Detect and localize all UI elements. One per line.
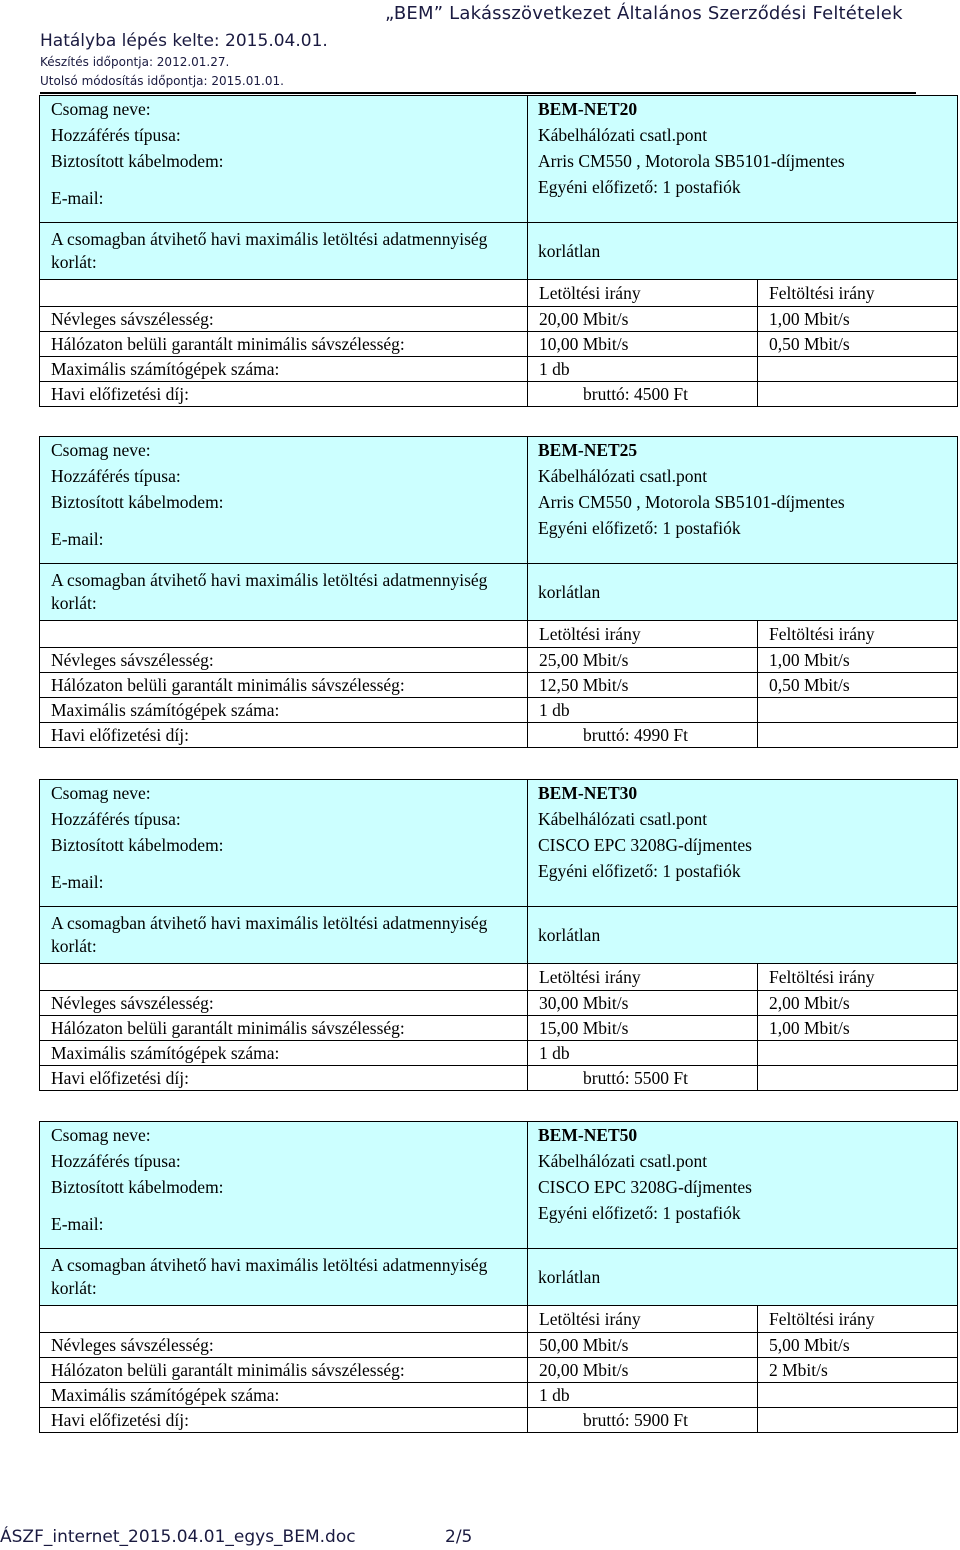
guaranteed-bandwidth-label: Hálózaton belüli garantált minimális sávszélesség:	[40, 673, 528, 698]
guaranteed-download: 20,00 Mbit/s	[528, 1358, 758, 1383]
download-direction-header: Letöltési irány	[528, 964, 758, 991]
quota-value: korlátlan	[528, 223, 958, 280]
email-value: Egyéni előfizető: 1 postafiók	[538, 518, 741, 538]
guaranteed-bandwidth-label: Hálózaton belüli garantált minimális sávszélesség:	[40, 1016, 528, 1041]
download-direction-header: Letöltési irány	[528, 621, 758, 648]
access-type: Kábelhálózati csatl.pont	[538, 125, 708, 145]
access-type-label: Hozzáférés típusa:	[51, 125, 181, 145]
package-table-bem-net20	[39, 95, 957, 407]
nominal-download: 25,00 Mbit/s	[528, 648, 758, 673]
max-computers-label: Maximális számítógépek száma:	[40, 698, 528, 723]
guaranteed-bandwidth-label: Hálózaton belüli garantált minimális sávszélesség:	[40, 332, 528, 357]
modem-value: Arris CM550 , Motorola SB5101-díjmentes	[538, 492, 845, 512]
max-computers-value: 1 db	[528, 1383, 758, 1408]
package-name: BEM-NET50	[538, 1125, 638, 1145]
modem-value: Arris CM550 , Motorola SB5101-díjmentes	[538, 151, 845, 171]
monthly-fee-value: bruttó: 4500 Ft	[528, 382, 758, 407]
monthly-fee-value: bruttó: 5500 Ft	[528, 1066, 758, 1091]
download-direction-header: Letöltési irány	[528, 1306, 758, 1333]
quota-value: korlátlan	[528, 907, 958, 964]
nominal-bandwidth-label: Névleges sávszélesség:	[40, 307, 528, 332]
package-name-label: Csomag neve:	[51, 99, 151, 119]
nominal-download: 20,00 Mbit/s	[528, 307, 758, 332]
max-computers-value: 1 db	[528, 357, 758, 382]
modem-value: CISCO EPC 3208G-díjmentes	[538, 835, 752, 855]
upload-direction-header: Feltöltési irány	[758, 621, 958, 648]
modem-label: Biztosított kábelmodem:	[51, 835, 224, 855]
access-type: Kábelhálózati csatl.pont	[538, 466, 708, 486]
max-computers-label: Maximális számítógépek száma:	[40, 1383, 528, 1408]
max-computers-label: Maximális számítógépek száma:	[40, 1041, 528, 1066]
header-divider	[40, 92, 916, 94]
access-type: Kábelhálózati csatl.pont	[538, 809, 708, 829]
upload-direction-header: Feltöltési irány	[758, 280, 958, 307]
package-table-bem-net30	[39, 779, 957, 1091]
nominal-download: 50,00 Mbit/s	[528, 1333, 758, 1358]
email-label: E-mail:	[51, 529, 104, 549]
email-label: E-mail:	[51, 872, 104, 892]
guaranteed-upload: 0,50 Mbit/s	[758, 332, 958, 357]
upload-direction-header: Feltöltési irány	[758, 964, 958, 991]
quota-label: A csomagban átvihető havi maximális letöltési adatmennyiség korlát:	[40, 907, 528, 964]
package-name-label: Csomag neve:	[51, 1125, 151, 1145]
email-value: Egyéni előfizető: 1 postafiók	[538, 861, 741, 881]
package-name: BEM-NET20	[538, 99, 638, 119]
nominal-upload: 2,00 Mbit/s	[758, 991, 958, 1016]
nominal-bandwidth-label: Névleges sávszélesség:	[40, 1333, 528, 1358]
package-name: BEM-NET30	[538, 783, 638, 803]
package-name-label: Csomag neve:	[51, 783, 151, 803]
package-name-label: Csomag neve:	[51, 440, 151, 460]
max-computers-label: Maximális számítógépek száma:	[40, 357, 528, 382]
modified-date: Utolsó módosítás időpontja: 2015.01.01.	[40, 74, 284, 88]
guaranteed-bandwidth-label: Hálózaton belüli garantált minimális sávszélesség:	[40, 1358, 528, 1383]
guaranteed-download: 15,00 Mbit/s	[528, 1016, 758, 1041]
package-name: BEM-NET25	[538, 440, 638, 460]
created-date: Készítés időpontja: 2012.01.27.	[40, 55, 230, 69]
max-computers-value: 1 db	[528, 1041, 758, 1066]
nominal-bandwidth-label: Névleges sávszélesség:	[40, 991, 528, 1016]
email-value: Egyéni előfizető: 1 postafiók	[538, 177, 741, 197]
email-label: E-mail:	[51, 1214, 104, 1234]
nominal-upload: 1,00 Mbit/s	[758, 307, 958, 332]
monthly-fee-label: Havi előfizetési díj:	[40, 1066, 528, 1091]
access-type: Kábelhálózati csatl.pont	[538, 1151, 708, 1171]
guaranteed-download: 10,00 Mbit/s	[528, 332, 758, 357]
quota-value: korlátlan	[528, 564, 958, 621]
quota-label: A csomagban átvihető havi maximális letöltési adatmennyiség korlát:	[40, 223, 528, 280]
package-table-bem-net25	[39, 436, 957, 748]
nominal-bandwidth-label: Névleges sávszélesség:	[40, 648, 528, 673]
footer-filename: ÁSZF_internet_2015.04.01_egys_BEM.doc	[0, 1527, 356, 1547]
quota-value: korlátlan	[528, 1249, 958, 1306]
guaranteed-download: 12,50 Mbit/s	[528, 673, 758, 698]
effective-date: Hatályba lépés kelte: 2015.04.01.	[40, 31, 328, 51]
max-computers-value: 1 db	[528, 698, 758, 723]
modem-label: Biztosított kábelmodem:	[51, 151, 224, 171]
access-type-label: Hozzáférés típusa:	[51, 466, 181, 486]
monthly-fee-label: Havi előfizetési díj:	[40, 723, 528, 748]
monthly-fee-value: bruttó: 5900 Ft	[528, 1408, 758, 1433]
modem-label: Biztosított kábelmodem:	[51, 492, 224, 512]
email-label: E-mail:	[51, 188, 104, 208]
monthly-fee-label: Havi előfizetési díj:	[40, 382, 528, 407]
modem-label: Biztosított kábelmodem:	[51, 1177, 224, 1197]
monthly-fee-value: bruttó: 4990 Ft	[528, 723, 758, 748]
package-table-bem-net50	[39, 1121, 957, 1433]
access-type-label: Hozzáférés típusa:	[51, 1151, 181, 1171]
footer-page-number: 2/5	[445, 1527, 473, 1547]
modem-value: CISCO EPC 3208G-díjmentes	[538, 1177, 752, 1197]
quota-label: A csomagban átvihető havi maximális letöltési adatmennyiség korlát:	[40, 564, 528, 621]
monthly-fee-label: Havi előfizetési díj:	[40, 1408, 528, 1433]
nominal-download: 30,00 Mbit/s	[528, 991, 758, 1016]
access-type-label: Hozzáférés típusa:	[51, 809, 181, 829]
download-direction-header: Letöltési irány	[528, 280, 758, 307]
guaranteed-upload: 1,00 Mbit/s	[758, 1016, 958, 1041]
email-value: Egyéni előfizető: 1 postafiók	[538, 1203, 741, 1223]
nominal-upload: 1,00 Mbit/s	[758, 648, 958, 673]
guaranteed-upload: 2 Mbit/s	[758, 1358, 958, 1383]
quota-label: A csomagban átvihető havi maximális letöltési adatmennyiség korlát:	[40, 1249, 528, 1306]
upload-direction-header: Feltöltési irány	[758, 1306, 958, 1333]
document-title: „BEM” Lakásszövetkezet Általános Szerződési Feltételek	[385, 3, 903, 24]
nominal-upload: 5,00 Mbit/s	[758, 1333, 958, 1358]
guaranteed-upload: 0,50 Mbit/s	[758, 673, 958, 698]
